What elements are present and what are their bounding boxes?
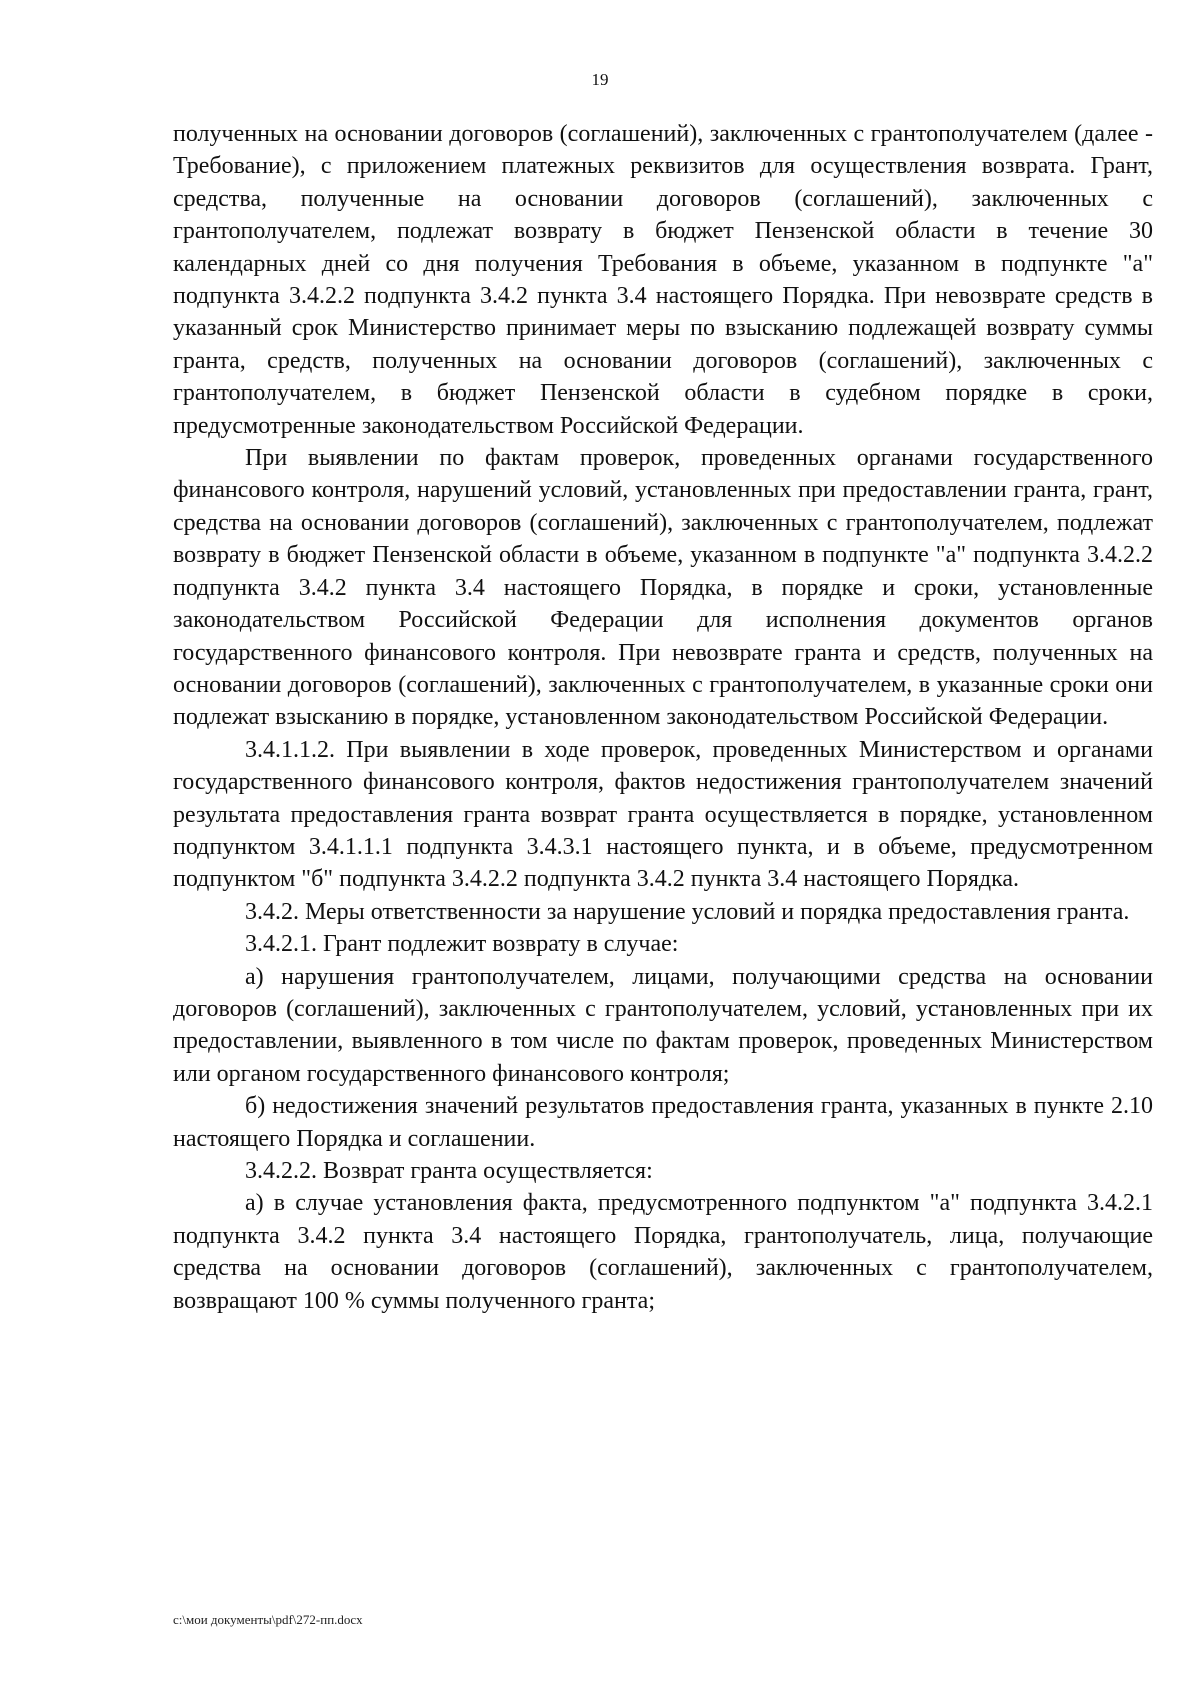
page-number: 19	[591, 70, 609, 89]
paragraph-3-4-2-1: 3.4.2.1. Грант подлежит возврату в случае:	[245, 931, 679, 958]
paragraph-3-4-2-2: 3.4.2.2. Возврат гранта осуществляется:	[245, 1158, 653, 1184]
paragraph-3-4-2: 3.4.2. Меры ответственности за нарушение условий и порядка предоставления гранта.	[245, 898, 1130, 925]
paragraph-subitem-a-violation: а) нарушения грантополучателем, лицами, получающими средства на основании договоров (соглашений), заключенных с грантополучателем, условий, установленных при их предоставлении, выявленного в том числе по фактам проверок, проведенных Министерством или органом государственного финансового контроля;	[173, 963, 1153, 1087]
paragraph-subitem-a-full-return: а) в случае установления факта, предусмотренного подпунктом "а" подпункта 3.4.2.1 подпункта 3.4.2 пункта 3.4 настоящего Порядка, грантополучатель, лица, получающие средства на основании договоров (соглашений), заключенных с грантополучателем, возвращают 100 % суммы полученного гранта;	[173, 1190, 1153, 1314]
paragraph-financial-control-violations: При выявлении по фактам проверок, проведенных органами государственного финансового контроля, нарушений условий, установленных при предоставлении гранта, грант, средства на основании договоров (соглашений), заключенных с грантополучателем, подлежат возврату в бюджет Пензенской области в объеме, указанном в подпункте "а" подпункта 3.4.2.2 подпункта 3.4.2 пункта 3.4 настоящего Порядка, в порядке и сроки, установленные законодательством Российской Федерации для исполнения документов органов государственного финансового контроля. При невозврате гранта и средств, полученных на основании договоров (соглашений), заключенных с грантополучателем, в указанные сроки они подлежат взысканию в порядке, установленном законодательством Российской Федерации.	[173, 445, 1153, 731]
paragraph-3-4-1-1-2: 3.4.1.1.2. При выявлении в ходе проверок, проведенных Министерством и органами государственного финансового контроля, фактов недостижения грантополучателем значений результата предоставления гранта возврат гранта осуществляется в порядке, установленном подпунктом 3.4.1.1.1 подпункта 3.4.3.1 настоящего пункта, и в объеме, предусмотренном подпунктом "б" подпункта 3.4.2.2 подпункта 3.4.2 пункта 3.4 настоящего Порядка.	[173, 736, 1153, 893]
footer-file-path: c:\мои документы\pdf\272-пп.docx	[173, 1612, 363, 1627]
paragraph-subitem-b-results: б) недостижения значений результатов предоставления гранта, указанных в пункте 2.10 настоящего Порядка и соглашении.	[173, 1093, 1153, 1152]
paragraph-returned-funds-requirement: полученных на основании договоров (соглашений), заключенных с грантополучателем (далее - Требование), с приложением платежных реквизитов для осуществления возврата. Грант, средства, полученные на основании договоров (соглашений), заключенных с грантополучателем, подлежат возврату в бюджет Пензенской области в течение 30 календарных дней со дня получения Требования в объеме, указанном в подпункте "а" подпункта 3.4.2.2 подпункта 3.4.2 пункта 3.4 настоящего Порядка. При невозврате средств в указанный срок Министерство принимает меры по взысканию подлежащей возврату суммы гранта, средств, полученных на основании договоров (соглашений), заключенных с грантополучателем, в бюджет Пензенской области в судебном порядке в сроки, предусмотренные законодательством Российской Федерации.	[173, 121, 1153, 439]
document-body	[173, 118, 1153, 1317]
